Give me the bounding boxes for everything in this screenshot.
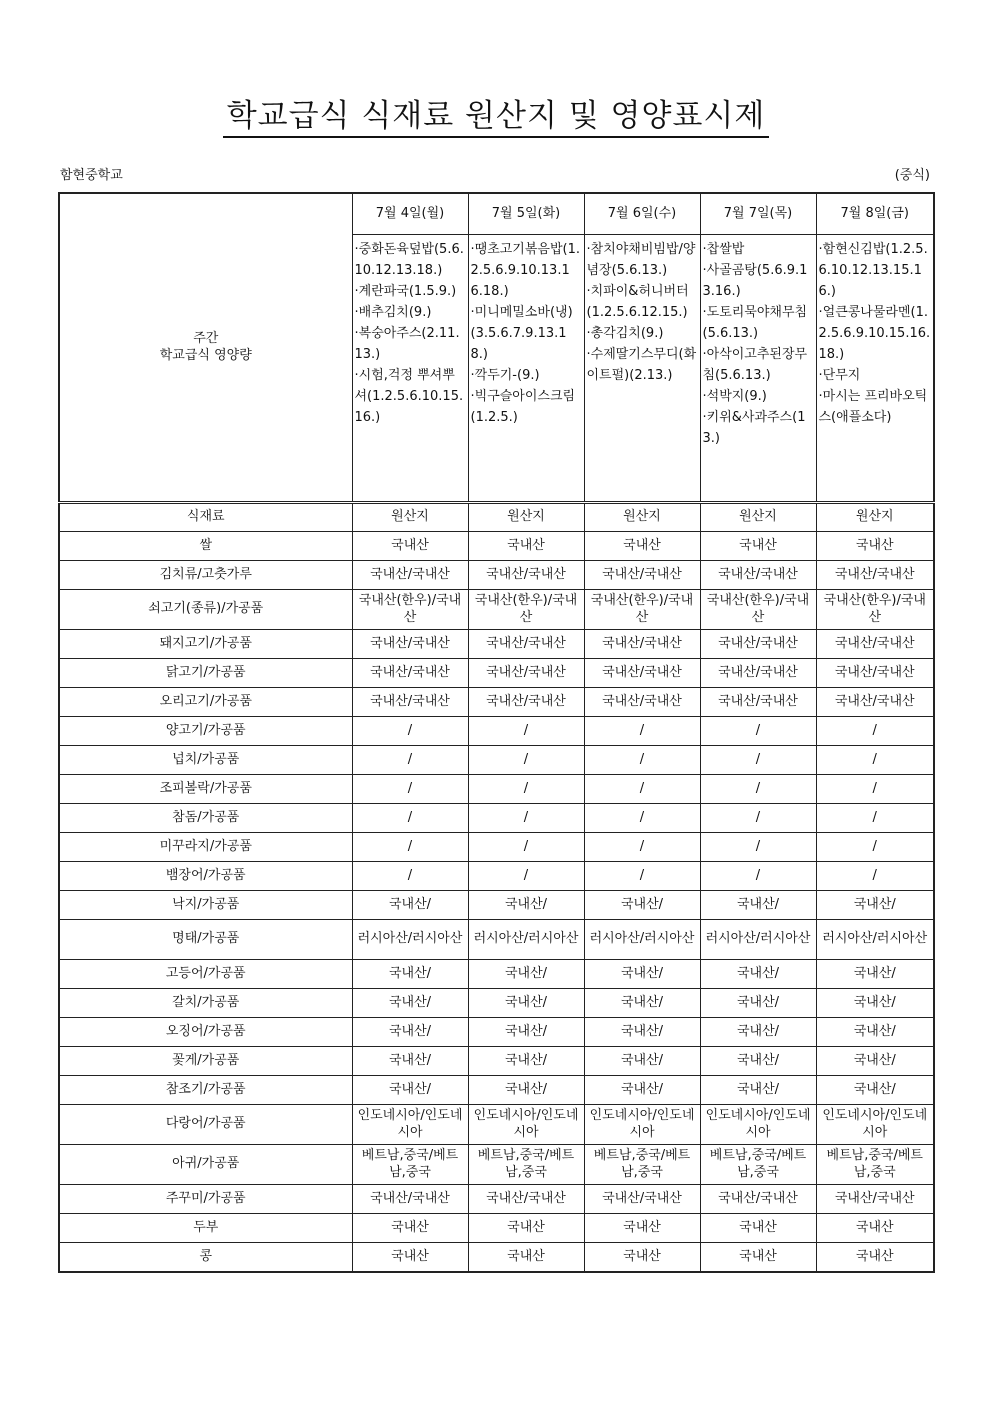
menu-item: ·땡초고기볶음밥(1.2.5.6.9.10.13.16.18.) xyxy=(470,242,581,299)
origin-value: 국내산/ xyxy=(584,1018,700,1047)
origin-value: 국내산/ xyxy=(584,960,700,989)
origin-value: 러시아산/러시아산 xyxy=(700,920,816,960)
origin-value: 국내산/ xyxy=(352,1018,468,1047)
origin-value: / xyxy=(700,862,816,891)
ingredient-header: 식재료 xyxy=(59,503,352,532)
menu-item: ·시험,걱정 뿌셔뿌셔(1.2.5.6.10.15.16.) xyxy=(354,368,464,425)
ingredient-row xyxy=(59,746,934,775)
origin-value: 국내산/국내산 xyxy=(816,659,934,688)
origin-value: 국내산/ xyxy=(584,1076,700,1105)
origin-value: / xyxy=(700,746,816,775)
menu-item: ·마시는 프리바오틱스(애플소다) xyxy=(818,389,928,425)
ingredient-row xyxy=(59,659,934,688)
origin-value: 국내산/국내산 xyxy=(352,1185,468,1214)
origin-value: 국내산/ xyxy=(816,1047,934,1076)
origin-value: / xyxy=(816,746,934,775)
origin-value: 국내산/ xyxy=(468,891,584,920)
menu-item: ·수제딸기스무디(화이트펄)(2.13.) xyxy=(586,347,697,383)
origin-value: 러시아산/러시아산 xyxy=(816,920,934,960)
origin-value: 국내산/국내산 xyxy=(352,561,468,590)
ingredient-row xyxy=(59,891,934,920)
menu-item: ·아삭이고추된장무침(5.6.13.) xyxy=(702,347,808,383)
origin-header: 원산지 xyxy=(584,503,700,532)
origin-value: 국내산/ xyxy=(700,989,816,1018)
origin-value: 국내산/국내산 xyxy=(468,659,584,688)
origin-value: 인도네시아/인도네시아 xyxy=(700,1105,816,1145)
ingredient-name: 참조기/가공품 xyxy=(59,1076,352,1105)
origin-value: 국내산 xyxy=(352,1214,468,1243)
origin-header: 원산지 xyxy=(352,503,468,532)
origin-value: 국내산/ xyxy=(700,1047,816,1076)
origin-value: / xyxy=(584,804,700,833)
origin-value: 국내산/국내산 xyxy=(352,659,468,688)
title-text: 학교급식 식재료 원산지 및 영양표시제 xyxy=(223,98,770,138)
origin-value: / xyxy=(816,804,934,833)
origin-value: 국내산/국내산 xyxy=(468,561,584,590)
origin-value: / xyxy=(584,833,700,862)
origin-value: 국내산/국내산 xyxy=(352,630,468,659)
menu-item: ·총각김치(9.) xyxy=(586,326,664,341)
origin-value: / xyxy=(468,775,584,804)
origin-value: 국내산/국내산 xyxy=(584,630,700,659)
origin-value: 국내산/ xyxy=(468,989,584,1018)
ingredient-row xyxy=(59,804,934,833)
ingredient-name: 참돔/가공품 xyxy=(59,804,352,833)
school-name: 함현중학교 xyxy=(60,168,123,183)
origin-value: / xyxy=(352,746,468,775)
ingredient-name: 오징어/가공품 xyxy=(59,1018,352,1047)
origin-value: 국내산/ xyxy=(700,1076,816,1105)
ingredient-row xyxy=(59,1076,934,1105)
menu-cell xyxy=(468,235,584,503)
day-header: 7월 5일(화) xyxy=(468,193,584,235)
origin-value: / xyxy=(352,804,468,833)
origin-value: 국내산 xyxy=(584,1214,700,1243)
origin-value: / xyxy=(468,833,584,862)
menu-item: ·단무지 xyxy=(818,368,861,383)
menu-item: ·사골곰탕(5.6.9.13.16.) xyxy=(702,263,808,299)
day-header: 7월 4일(월) xyxy=(352,193,468,235)
origin-value: 인도네시아/인도네시아 xyxy=(816,1105,934,1145)
menu-cell xyxy=(700,235,816,503)
menu-item: ·도토리묵야채무침(5.6.13.) xyxy=(702,305,808,341)
ingredient-row xyxy=(59,989,934,1018)
origin-value: 국내산/국내산 xyxy=(700,688,816,717)
origin-value: 국내산/ xyxy=(468,1076,584,1105)
origin-value: / xyxy=(700,775,816,804)
origin-value: 국내산/ xyxy=(352,1076,468,1105)
ingredient-row xyxy=(59,630,934,659)
origin-value: / xyxy=(816,775,934,804)
origin-value: / xyxy=(468,862,584,891)
ingredient-name: 낙지/가공품 xyxy=(59,891,352,920)
origin-value: 베트남,중국/베트남,중국 xyxy=(816,1145,934,1185)
origin-value: 국내산/국내산 xyxy=(468,1185,584,1214)
origin-value: 국내산/ xyxy=(584,989,700,1018)
origin-value: / xyxy=(468,717,584,746)
ingredient-row xyxy=(59,561,934,590)
origin-value: 국내산/국내산 xyxy=(468,630,584,659)
ingredient-row xyxy=(59,833,934,862)
origin-value: 국내산 xyxy=(352,532,468,561)
menu-item: ·배추김치(9.) xyxy=(354,305,432,320)
origin-value: 국내산 xyxy=(816,1214,934,1243)
ingredient-name: 김치류/고춧가루 xyxy=(59,561,352,590)
ingredient-name: 뱀장어/가공품 xyxy=(59,862,352,891)
ingredient-row xyxy=(59,717,934,746)
ingredient-row xyxy=(59,960,934,989)
origin-value: 국내산/국내산 xyxy=(584,1185,700,1214)
origin-value: 국내산(한우)/국내산 xyxy=(816,590,934,630)
ingredient-name: 두부 xyxy=(59,1214,352,1243)
ingredient-name: 넙치/가공품 xyxy=(59,746,352,775)
origin-value: 국내산/ xyxy=(816,960,934,989)
origin-value: / xyxy=(352,775,468,804)
origin-value: 러시아산/러시아산 xyxy=(584,920,700,960)
origin-value: 국내산 xyxy=(584,1243,700,1272)
origin-value: 국내산/국내산 xyxy=(700,1185,816,1214)
origin-value: / xyxy=(584,746,700,775)
origin-value: 국내산(한우)/국내산 xyxy=(584,590,700,630)
origin-value: 러시아산/러시아산 xyxy=(352,920,468,960)
origin-header: 원산지 xyxy=(468,503,584,532)
nutrition-label-cell xyxy=(59,193,352,503)
origin-value: 베트남,중국/베트남,중국 xyxy=(352,1145,468,1185)
ingredient-name: 돼지고기/가공품 xyxy=(59,630,352,659)
origin-value: 국내산/ xyxy=(584,891,700,920)
ingredient-row xyxy=(59,775,934,804)
ingredient-name: 미꾸라지/가공품 xyxy=(59,833,352,862)
menu-item: ·찹쌀밥 xyxy=(702,242,745,257)
origin-value: 국내산 xyxy=(700,1214,816,1243)
origin-value: 국내산/ xyxy=(816,989,934,1018)
origin-header: 원산지 xyxy=(700,503,816,532)
origin-value: 국내산/ xyxy=(352,891,468,920)
ingredient-row xyxy=(59,590,934,630)
origin-value: 국내산(한우)/국내산 xyxy=(700,590,816,630)
menu-item: ·미니메밀소바(냉)(3.5.6.7.9.13.18.) xyxy=(470,305,573,362)
origin-value: 국내산/국내산 xyxy=(584,561,700,590)
ingredient-name: 갈치/가공품 xyxy=(59,989,352,1018)
origin-value: 국내산/ xyxy=(700,1018,816,1047)
origin-value: 국내산(한우)/국내산 xyxy=(352,590,468,630)
origin-value: 국내산/ xyxy=(352,960,468,989)
origin-value: 국내산 xyxy=(816,1243,934,1272)
ingredient-row xyxy=(59,1018,934,1047)
ingredient-row xyxy=(59,1145,934,1185)
ingredient-name: 닭고기/가공품 xyxy=(59,659,352,688)
menu-item: ·함현신김밥(1.2.5.6.10.12.13.15.16.) xyxy=(818,242,928,299)
origin-value: 국내산/국내산 xyxy=(468,688,584,717)
menu-cell xyxy=(816,235,934,503)
origin-value: 국내산 xyxy=(700,532,816,561)
origin-value: 국내산 xyxy=(700,1243,816,1272)
ingredient-row xyxy=(59,1105,934,1145)
origin-value: 국내산/ xyxy=(816,891,934,920)
menu-item: ·참치야채비빔밥/양념장(5.6.13.) xyxy=(586,242,696,278)
origin-value: 국내산 xyxy=(468,1243,584,1272)
ingredient-name: 양고기/가공품 xyxy=(59,717,352,746)
origin-value: / xyxy=(584,717,700,746)
menu-cell xyxy=(584,235,700,503)
origin-value: 국내산 xyxy=(816,532,934,561)
origin-header-row xyxy=(59,503,934,532)
origin-value: 국내산/국내산 xyxy=(816,630,934,659)
menu-item: ·얼큰콩나물라멘(1.2.5.6.9.10.15.16.18.) xyxy=(818,305,931,362)
origin-value: 국내산 xyxy=(468,532,584,561)
ingredient-row xyxy=(59,1214,934,1243)
ingredient-name: 주꾸미/가공품 xyxy=(59,1185,352,1214)
ingredient-name: 쇠고기(종류)/가공품 xyxy=(59,590,352,630)
ingredient-row xyxy=(59,1047,934,1076)
ingredient-name: 꽃게/가공품 xyxy=(59,1047,352,1076)
menu-item: ·복숭아주스(2.11.13.) xyxy=(354,326,460,362)
origin-value: 국내산/국내산 xyxy=(352,688,468,717)
origin-value: / xyxy=(584,775,700,804)
ingredient-name: 다랑어/가공품 xyxy=(59,1105,352,1145)
origin-value: 국내산 xyxy=(584,532,700,561)
ingredient-name: 고등어/가공품 xyxy=(59,960,352,989)
origin-value: 국내산/국내산 xyxy=(700,630,816,659)
ingredient-row xyxy=(59,920,934,960)
origin-value: 국내산/ xyxy=(352,989,468,1018)
ingredient-name: 콩 xyxy=(59,1243,352,1272)
ingredient-name: 오리고기/가공품 xyxy=(59,688,352,717)
origin-value: / xyxy=(352,717,468,746)
origin-value: 국내산 xyxy=(352,1243,468,1272)
origin-value: 국내산/국내산 xyxy=(816,688,934,717)
origin-value: / xyxy=(468,804,584,833)
origin-value: 국내산/ xyxy=(700,891,816,920)
origin-value: 인도네시아/인도네시아 xyxy=(584,1105,700,1145)
origin-value: / xyxy=(700,717,816,746)
origin-value: / xyxy=(816,862,934,891)
origin-value: 국내산/국내산 xyxy=(700,659,816,688)
day-header: 7월 7일(목) xyxy=(700,193,816,235)
menu-item: ·중화돈육덮밥(5.6.10.12.13.18.) xyxy=(354,242,464,278)
origin-value: 국내산/ xyxy=(468,1047,584,1076)
origin-value: / xyxy=(700,833,816,862)
origin-value: 인도네시아/인도네시아 xyxy=(352,1105,468,1145)
origin-value: 국내산/ xyxy=(816,1018,934,1047)
day-header: 7월 6일(수) xyxy=(584,193,700,235)
menu-origin-table xyxy=(58,192,935,1273)
origin-value: 러시아산/러시아산 xyxy=(468,920,584,960)
ingredient-name: 조피볼락/가공품 xyxy=(59,775,352,804)
origin-value: / xyxy=(468,746,584,775)
origin-value: 국내산/ xyxy=(468,1018,584,1047)
origin-value: 국내산/ xyxy=(352,1047,468,1076)
origin-value: 국내산/국내산 xyxy=(584,688,700,717)
origin-value: / xyxy=(584,862,700,891)
ingredient-row xyxy=(59,688,934,717)
ingredient-row xyxy=(59,532,934,561)
menu-cell xyxy=(352,235,468,503)
menu-item: ·계란파국(1.5.9.) xyxy=(354,284,457,299)
menu-item: ·치파이&허니버터(1.2.5.6.12.15.) xyxy=(586,284,689,320)
origin-value: 국내산/ xyxy=(816,1076,934,1105)
origin-value: / xyxy=(352,833,468,862)
menu-item: ·석박지(9.) xyxy=(702,389,767,404)
origin-value: 베트남,중국/베트남,중국 xyxy=(468,1145,584,1185)
origin-value: 인도네시아/인도네시아 xyxy=(468,1105,584,1145)
origin-value: 국내산/ xyxy=(584,1047,700,1076)
menu-item: ·키위&사과주스(13.) xyxy=(702,410,806,446)
origin-header: 원산지 xyxy=(816,503,934,532)
origin-value: 국내산/국내산 xyxy=(816,1185,934,1214)
ingredient-row xyxy=(59,862,934,891)
origin-value: 국내산 xyxy=(468,1214,584,1243)
origin-value: / xyxy=(816,833,934,862)
ingredient-name: 아귀/가공품 xyxy=(59,1145,352,1185)
day-header-row xyxy=(59,193,934,235)
menu-item: ·빅구슬아이스크림(1.2.5.) xyxy=(470,389,576,425)
menu-item: ·깍두기-(9.) xyxy=(470,368,540,383)
ingredient-name: 명태/가공품 xyxy=(59,920,352,960)
origin-value: 국내산/국내산 xyxy=(816,561,934,590)
origin-value: 베트남,중국/베트남,중국 xyxy=(584,1145,700,1185)
origin-value: / xyxy=(352,862,468,891)
origin-value: / xyxy=(816,717,934,746)
meal-type: (중식) xyxy=(894,168,930,183)
nutrition-label-line2: 학교급식 영양량 xyxy=(159,347,252,363)
origin-value: 국내산/ xyxy=(468,960,584,989)
nutrition-label-line1: 주간 xyxy=(193,331,219,347)
ingredient-row xyxy=(59,1185,934,1214)
origin-value: 국내산(한우)/국내산 xyxy=(468,590,584,630)
origin-value: / xyxy=(700,804,816,833)
origin-value: 베트남,중국/베트남,중국 xyxy=(700,1145,816,1185)
day-header: 7월 8일(금) xyxy=(816,193,934,235)
ingredient-row xyxy=(59,1243,934,1272)
ingredient-name: 쌀 xyxy=(59,532,352,561)
origin-value: 국내산/국내산 xyxy=(700,561,816,590)
origin-value: 국내산/국내산 xyxy=(584,659,700,688)
page-title xyxy=(0,90,992,135)
origin-value: 국내산/ xyxy=(700,960,816,989)
